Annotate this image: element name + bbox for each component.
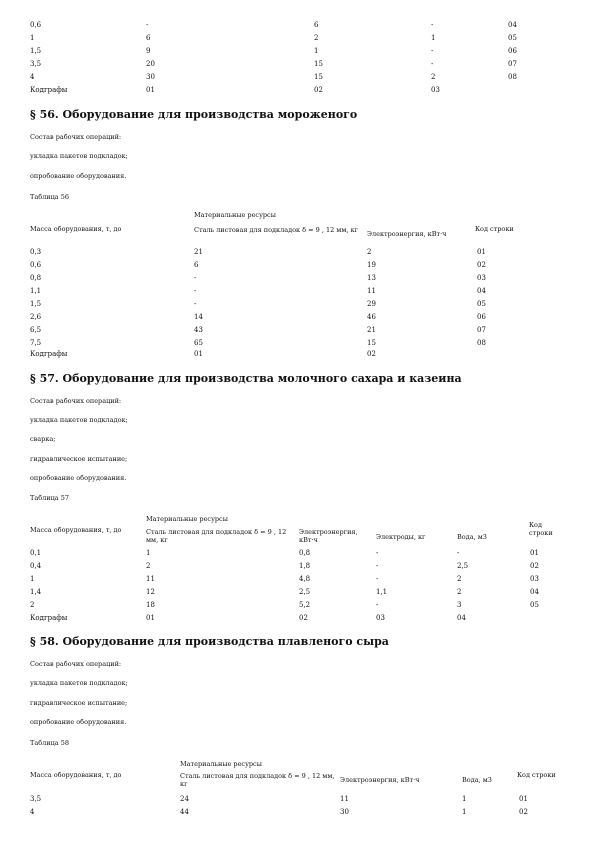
table-cell: 04 bbox=[508, 21, 517, 29]
table-row bbox=[0, 574, 595, 585]
table-cell: 07 bbox=[508, 60, 517, 68]
ops-item: укладка пакетов подкладок; bbox=[30, 679, 128, 687]
table-cell: - bbox=[457, 549, 460, 557]
table-cell: 01 bbox=[519, 795, 528, 803]
table-cell: 2 bbox=[457, 588, 462, 596]
table-cell: 6 bbox=[314, 21, 319, 29]
table-cell: 04 bbox=[477, 287, 486, 295]
table-row bbox=[0, 299, 595, 310]
table-cell: 19 bbox=[367, 261, 376, 269]
table-cell: 02 bbox=[530, 562, 539, 570]
table-cell: 3 bbox=[457, 601, 462, 609]
table-cell: 03 bbox=[431, 86, 440, 94]
ops-item: гидравлическое испытание; bbox=[30, 455, 128, 463]
ops-item: опробование оборудования. bbox=[30, 172, 127, 180]
col-header-electrodes: Электроды, кг bbox=[376, 533, 426, 541]
table-cell: 30 bbox=[146, 73, 155, 81]
table-row bbox=[0, 587, 595, 598]
table-row bbox=[0, 260, 595, 271]
ops-title: Состав рабочих операций: bbox=[30, 660, 122, 668]
table-cell: 11 bbox=[367, 287, 376, 295]
table-caption: Таблица 57 bbox=[30, 494, 69, 502]
table-row bbox=[0, 286, 595, 297]
table-cell: 20 bbox=[146, 60, 155, 68]
ops-item: укладка пакетов подкладок; bbox=[30, 152, 128, 160]
table-cell: 07 bbox=[477, 326, 486, 334]
table-cell: 12 bbox=[146, 588, 155, 596]
col-header-water: Вода, м3 bbox=[462, 776, 492, 784]
table-cell: 7,5 bbox=[30, 339, 42, 347]
section-heading: § 57. Оборудование для производства молочного сахара и казеина bbox=[30, 372, 462, 385]
col-header-mass: Масса оборудования, т, до bbox=[30, 225, 122, 233]
col-header-energy: Электроэнергия, кВт·ч bbox=[299, 528, 358, 544]
table-row bbox=[0, 600, 595, 611]
table-row bbox=[0, 273, 595, 284]
col-header-code: Код строки bbox=[517, 771, 556, 779]
table-cell: 1,5 bbox=[30, 47, 42, 55]
table-cell: 0,6 bbox=[30, 261, 42, 269]
table-cell: 18 bbox=[146, 601, 155, 609]
table-cell: - bbox=[431, 21, 434, 29]
table-cell: Кодграфы bbox=[30, 350, 68, 358]
table-cell: 4 bbox=[30, 808, 35, 816]
ops-item: опробование оборудования. bbox=[30, 474, 127, 482]
table-footer-row bbox=[0, 349, 595, 360]
table-cell: Кодграфы bbox=[30, 86, 68, 94]
table-cell: 0,1 bbox=[30, 549, 42, 557]
col-header-material: Материальные ресурсы bbox=[180, 760, 262, 768]
ops-title: Состав рабочих операций: bbox=[30, 397, 122, 405]
table-row bbox=[0, 561, 595, 572]
table-cell: 15 bbox=[314, 60, 323, 68]
table-cell: 0,4 bbox=[30, 562, 42, 570]
table-cell: 2,5 bbox=[457, 562, 469, 570]
table-cell: 1 bbox=[462, 808, 467, 816]
table-row bbox=[0, 325, 595, 336]
table-cell: - bbox=[376, 562, 379, 570]
table-cell: 2 bbox=[431, 73, 436, 81]
section-heading: § 56. Оборудование для производства мороженого bbox=[30, 108, 358, 121]
table-cell: 3,5 bbox=[30, 795, 42, 803]
table-caption: Таблица 58 bbox=[30, 739, 69, 747]
table-row bbox=[0, 338, 595, 349]
table-cell: 46 bbox=[367, 313, 376, 321]
col-header-water: Вода, м3 bbox=[457, 533, 487, 541]
col-header-code: Код строки bbox=[475, 225, 514, 233]
ops-title: Состав рабочих операций: bbox=[30, 133, 122, 141]
table-cell: 01 bbox=[477, 248, 486, 256]
table-cell: 30 bbox=[340, 808, 349, 816]
table-cell: 4 bbox=[30, 73, 35, 81]
table-cell: 2,5 bbox=[299, 588, 311, 596]
table-cell: - bbox=[194, 287, 197, 295]
table-caption: Таблица 56 bbox=[30, 193, 69, 201]
ops-item: опробование оборудования. bbox=[30, 718, 127, 726]
table-cell: 05 bbox=[530, 601, 539, 609]
table-row bbox=[0, 33, 595, 44]
table-cell: 02 bbox=[314, 86, 323, 94]
table-cell: 9 bbox=[146, 47, 151, 55]
table-cell: 1,4 bbox=[30, 588, 42, 596]
table-cell: 2 bbox=[146, 562, 151, 570]
table-cell: - bbox=[376, 601, 379, 609]
col-header-code: Код строки bbox=[529, 521, 553, 537]
col-header-material: Материальные ресурсы bbox=[194, 211, 276, 219]
table-cell: 08 bbox=[477, 339, 486, 347]
table-cell: 02 bbox=[477, 261, 486, 269]
table-row bbox=[0, 72, 595, 83]
table-cell: 2 bbox=[314, 34, 319, 42]
table-cell: - bbox=[376, 549, 379, 557]
col-header-steel: Сталь листовая для подкладок δ = 9 , 12 мм, кг bbox=[180, 772, 335, 788]
table-cell: 1 bbox=[314, 47, 319, 55]
table-cell: 0,3 bbox=[30, 248, 42, 256]
table-cell: 1 bbox=[462, 795, 467, 803]
table-cell: 11 bbox=[146, 575, 155, 583]
table-footer-row bbox=[0, 85, 595, 96]
ops-item: сварка; bbox=[30, 435, 56, 443]
table-cell: 21 bbox=[194, 248, 203, 256]
table-row bbox=[0, 807, 595, 818]
table-cell: 6 bbox=[146, 34, 151, 42]
table-cell: 6 bbox=[194, 261, 199, 269]
table-cell: 05 bbox=[508, 34, 517, 42]
table-cell: 6,5 bbox=[30, 326, 42, 334]
col-header-energy: Электроэнергия, кВт·ч bbox=[340, 776, 420, 784]
table-cell: - bbox=[376, 575, 379, 583]
table-cell: 14 bbox=[194, 313, 203, 321]
table-cell: 21 bbox=[367, 326, 376, 334]
table-cell: 01 bbox=[146, 614, 155, 622]
table-cell: 03 bbox=[376, 614, 385, 622]
table-cell: 1 bbox=[146, 549, 151, 557]
table-cell: 08 bbox=[508, 73, 517, 81]
table-cell: 0,6 bbox=[30, 21, 42, 29]
table-cell: 1,1 bbox=[376, 588, 388, 596]
table-cell: 02 bbox=[519, 808, 528, 816]
table-row bbox=[0, 20, 595, 31]
table-cell: 05 bbox=[477, 300, 486, 308]
table-cell: 15 bbox=[314, 73, 323, 81]
col-header-mass: Масса оборудования, т, до bbox=[30, 771, 122, 779]
col-header-energy: Электроэнергия, кВт·ч bbox=[367, 230, 447, 238]
table-cell: 2 bbox=[367, 248, 372, 256]
table-cell: 02 bbox=[367, 350, 376, 358]
table-cell: - bbox=[194, 274, 197, 282]
table-cell: 2 bbox=[457, 575, 462, 583]
table-cell: 5,2 bbox=[299, 601, 311, 609]
table-row bbox=[0, 247, 595, 258]
table-cell: 02 bbox=[299, 614, 308, 622]
table-cell: 0,8 bbox=[299, 549, 311, 557]
table-footer-row bbox=[0, 613, 595, 624]
section-heading: § 58. Оборудование для производства плавленого сыра bbox=[30, 635, 389, 648]
table-row bbox=[0, 794, 595, 805]
table-cell: 15 bbox=[367, 339, 376, 347]
col-header-material: Материальные ресурсы bbox=[146, 515, 228, 523]
table-cell: 65 bbox=[194, 339, 203, 347]
col-header-steel: Сталь листовая для подкладок δ = 9 , 12 мм, кг bbox=[146, 528, 287, 544]
table-cell: 01 bbox=[194, 350, 203, 358]
table-cell: Кодграфы bbox=[30, 614, 68, 622]
table-cell: 06 bbox=[508, 47, 517, 55]
table-cell: 1 bbox=[30, 575, 35, 583]
table-cell: 03 bbox=[530, 575, 539, 583]
table-cell: 29 bbox=[367, 300, 376, 308]
table-cell: 2 bbox=[30, 601, 35, 609]
table-cell: - bbox=[431, 47, 434, 55]
table-row bbox=[0, 46, 595, 57]
table-cell: 3,5 bbox=[30, 60, 42, 68]
table-cell: 06 bbox=[477, 313, 486, 321]
ops-item: гидравлическое испытание; bbox=[30, 699, 128, 707]
ops-item: укладка пакетов подкладок; bbox=[30, 416, 128, 424]
table-cell: 44 bbox=[180, 808, 189, 816]
table-row bbox=[0, 312, 595, 323]
table-cell: 1 bbox=[431, 34, 436, 42]
table-cell: 03 bbox=[477, 274, 486, 282]
col-header-mass: Масса оборудования, т, до bbox=[30, 526, 122, 534]
table-cell: 1,8 bbox=[299, 562, 311, 570]
table-row bbox=[0, 548, 595, 559]
table-row bbox=[0, 59, 595, 70]
table-cell: 1,1 bbox=[30, 287, 42, 295]
table-cell: 04 bbox=[457, 614, 466, 622]
table-cell: 11 bbox=[340, 795, 349, 803]
table-cell: 13 bbox=[367, 274, 376, 282]
table-cell: 04 bbox=[530, 588, 539, 596]
table-cell: 2,6 bbox=[30, 313, 42, 321]
table-cell: 0,8 bbox=[30, 274, 42, 282]
table-cell: 1 bbox=[30, 34, 35, 42]
table-cell: 4,8 bbox=[299, 575, 311, 583]
table-cell: 43 bbox=[194, 326, 203, 334]
table-cell: - bbox=[194, 300, 197, 308]
table-cell: - bbox=[431, 60, 434, 68]
table-cell: 24 bbox=[180, 795, 189, 803]
table-cell: 1,5 bbox=[30, 300, 42, 308]
table-cell: 01 bbox=[530, 549, 539, 557]
col-header-steel: Сталь листовая для подкладок δ = 9 , 12 мм, кг bbox=[194, 226, 359, 234]
table-cell: 01 bbox=[146, 86, 155, 94]
table-cell: - bbox=[146, 21, 149, 29]
